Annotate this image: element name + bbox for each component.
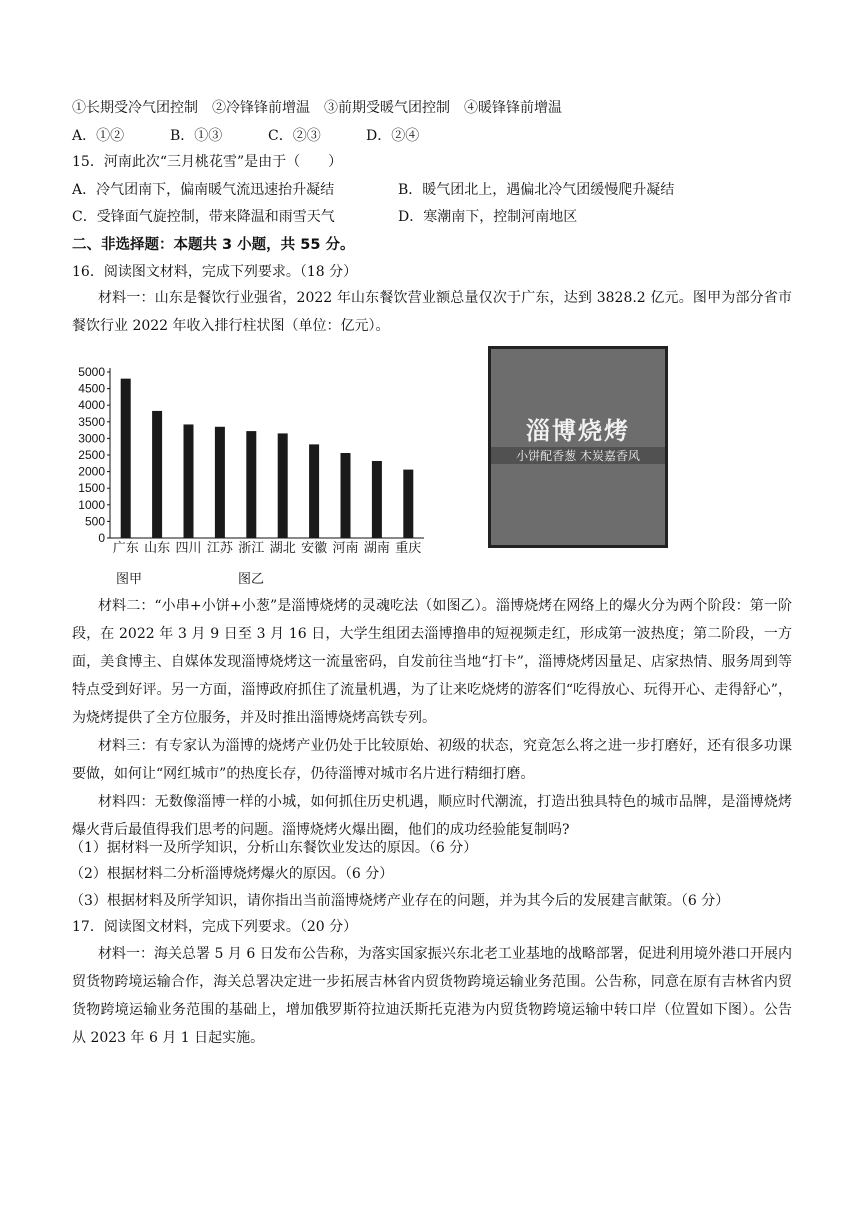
- q17-material-1: 材料一：海关总署 5 月 6 日发布公告称，为落实国家振兴东北老工业基地的战略部署，促进利用境外港口开展内贸货物跨境运输合作，海关总署决定进一步拓展吉林省内贸货物跨境运输业务范围。公告称，同意在原有吉林省内贸货物跨境运输业务范围的基础上，增加俄罗斯符拉迪沃斯托克港为内贸货物跨境运输中转口岸（位置如下图）。公告从 2023 年 6 月 1 日起实施。: [72, 946, 792, 1046]
- bar: [184, 424, 194, 538]
- figure-b-caption: 图乙: [238, 572, 265, 587]
- y-tick-label: 4000: [78, 398, 105, 413]
- y-tick-label: 3500: [78, 414, 105, 429]
- q17-stem: 17．阅读图文材料，完成下列要求。（20 分）: [72, 919, 358, 935]
- q16-sub-2: （2）根据材料二分析淄博烧烤爆火的原因。（6 分）: [70, 866, 394, 882]
- q16-material-4: 材料四：无数像淄博一样的小城，如何抓住历史机遇，顺应时代潮流，打造出独具特色的城市品牌，是淄博烧烤爆火背后最值得我们思考的问题。淄博烧烤火爆出圈，他们的成功经验能复制吗?: [72, 794, 792, 838]
- q15-option-c: C．受锋面气旋控制，带来降温和雨雪天气: [72, 209, 335, 225]
- q14-option-a: A．①②: [72, 128, 125, 144]
- bar: [309, 444, 319, 538]
- restaurant-revenue-bar-chart: [72, 358, 432, 554]
- bar: [121, 379, 131, 538]
- x-tick-label: 浙江: [238, 541, 265, 554]
- x-tick-label: 广东: [112, 541, 139, 554]
- q16-material-1: 材料一：山东是餐饮行业强省，2022 年山东餐饮营业额总量仅次于广东，达到 3828.2 亿元。图甲为部分省市餐饮行业 2022 年收入排行柱状图（单位：亿元）。: [72, 290, 792, 334]
- x-tick-label: 江苏: [206, 541, 233, 554]
- figure-a-caption: 图甲: [116, 572, 143, 587]
- bar: [341, 453, 351, 538]
- y-tick-label: 2500: [78, 448, 105, 462]
- x-tick-label: 湖北: [269, 541, 296, 554]
- q15-option-a: A．冷气团南下，偏南暖气流迅速抬升凝结: [72, 182, 335, 198]
- q14-option-c: C．②③: [268, 128, 321, 144]
- photo-subtitle: 小饼配香葱 木炭嘉香风: [491, 447, 665, 464]
- bar: [152, 411, 162, 538]
- q16-sub-1: （1）据材料一及所学知识，分析山东餐饮业发达的原因。（6 分）: [70, 840, 478, 856]
- bar: [246, 431, 256, 538]
- q16-sub-3: （3）根据材料及所学知识，请你指出当前淄博烧烤产业存在的问题，并为其今后的发展建言献策。（6 分）: [70, 893, 730, 909]
- x-tick-label: 河南: [332, 541, 359, 554]
- q15-option-d: D．寒潮南下，控制河南地区: [398, 209, 578, 225]
- photo-title: 淄博烧烤: [526, 416, 630, 445]
- x-tick-label: 安徽: [301, 541, 328, 554]
- q16-material-2: 材料二：“小串+小饼+小葱”是淄博烧烤的灵魂吃法（如图乙）。淄博烧烤在网络上的爆火分为两个阶段：第一阶段，在 2022 年 3 月 9 日至 3 月 16 日，大学生组团去淄博撸串的短视频走红，形成第一波热度；第二阶段，一方面，美食博主、自媒体发现淄博烧烤这一流量密码，自发前往当地“打卡”，淄博烧烤因量足、店家热情、服务周到等特点受到好评。另一方面，淄博政府抓住了流量机遇，为了让来吃烧烤的游客们“吃得放心、玩得开心、走得舒心”，为烧烤提供了全方位服务，并及时推出淄博烧烤高铁专列。: [72, 598, 792, 726]
- q15-stem: 15．河南此次“三月桃花雪”是由于（ ）: [72, 154, 343, 170]
- y-tick-label: 2000: [78, 464, 105, 479]
- q15-option-b: B．暖气团北上，遇偏北冷气团缓慢爬升凝结: [398, 182, 675, 198]
- q14-options: [72, 126, 419, 146]
- x-tick-label: 湖南: [363, 541, 390, 554]
- x-tick-label: 重庆: [395, 541, 422, 554]
- q14-option-b: B．①③: [170, 128, 223, 144]
- y-tick-label: 0: [98, 531, 105, 545]
- section-heading: 二、非选择题：本题共 3 小题，共 55 分。: [72, 237, 355, 253]
- y-tick-label: 1000: [78, 497, 105, 512]
- bar: [372, 461, 382, 538]
- y-tick-label: 5000: [78, 365, 105, 379]
- bar: [215, 427, 225, 538]
- q15-options-row1: [72, 180, 674, 200]
- q14-option-d: D．②④: [366, 128, 420, 144]
- y-tick-label: 500: [84, 514, 105, 529]
- x-tick-label: 四川: [175, 541, 202, 554]
- bar: [278, 433, 288, 538]
- x-tick-label: 山东: [144, 541, 171, 554]
- q14-statements: ①长期受冷气团控制 ②冷锋锋前增温 ③前期受暖气团控制 ④暖锋锋前增温: [72, 100, 562, 116]
- zibo-bbq-photo: [488, 346, 668, 548]
- bar: [403, 470, 413, 538]
- y-tick-label: 3000: [78, 431, 105, 446]
- q16-stem: 16．阅读图文材料，完成下列要求。（18 分）: [72, 264, 358, 280]
- q16-material-3: 材料三：有专家认为淄博的烧烤产业仍处于比较原始、初级的状态，究竟怎么将之进一步打磨好，还有很多功课要做，如何让“网红城市”的热度长存，仍待淄博对城市名片进行精细打磨。: [72, 738, 792, 782]
- y-tick-label: 1500: [78, 481, 105, 496]
- y-tick-label: 4500: [78, 381, 105, 396]
- q15-options-row2: [72, 207, 577, 227]
